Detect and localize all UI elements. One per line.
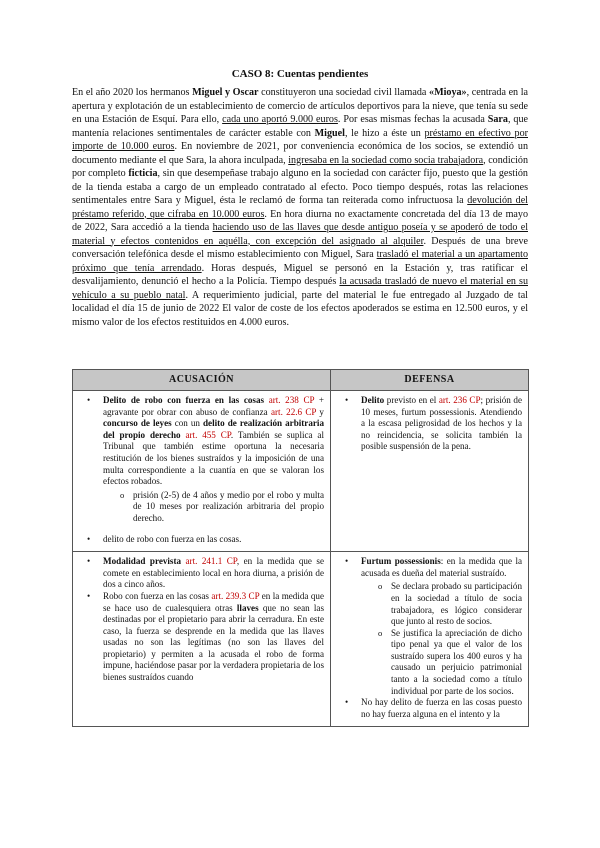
- intro-text: . En noviembre de 2021, por conveniencia económica de los socios, se extendió un documento mediante el que Sara, la ahora inculpada,: [72, 141, 528, 166]
- intro-text: . Por esas mismas fechas la acusada: [337, 114, 488, 125]
- intro-text: . En hora diurna no exactamente concretada del día 13 de mayo de 2022, Sara accedió a la tienda: [72, 208, 528, 233]
- bullet-list: [337, 556, 522, 720]
- defensa-cell: [331, 552, 529, 727]
- article-reference: art. 238 CP: [268, 395, 315, 405]
- article-reference: art. 236 CP: [438, 395, 481, 405]
- item-text: Robo con fuerza en las cosas: [103, 590, 212, 601]
- case-narrative: [72, 86, 528, 329]
- item-text: y: [316, 406, 324, 417]
- bullet-list: [337, 395, 522, 453]
- header-acusacion: ACUSACIÓN: [73, 370, 331, 391]
- sub-list-item: o Se declara probado su participación en la sociedad a título de socia trabajadora, es lógico considerar que junto al resto de socios.: [391, 581, 522, 627]
- intro-bold: ficticia: [128, 168, 158, 179]
- sub-list-item: o Se justifica la apreciación de dicho tipo penal ya que el valor de los sustraído supera los 400 euros y ha causado un perjuicio patrimonial tanto a la sociedad como a título individual por parte de los socios.: [391, 628, 522, 698]
- bold-text: Delito: [361, 395, 385, 405]
- intro-underlined: ingresaba en la sociedad como socia trabajadora: [288, 154, 484, 166]
- article-reference: art. 22.6 CP: [270, 406, 317, 417]
- intro-underlined: préstamo en efectivo por importe de 10.000 euros: [72, 127, 528, 152]
- intro-text: . A requerimiento judicial, parte del material le fue entregado al Juzgado de tal localidad el día 15 de junio de 2022 El valor de coste de los efectos apoderados se estima en 12.500 euros, y el mismo valor de los efectos restituidos en 4.000 euros.: [72, 289, 528, 328]
- intro-bold: Miguel: [314, 127, 345, 139]
- sub-list-item: o prisión (2-5) de 4 años y medio por el robo y multa de 10 meses por realización arbitraria del propio derecho.: [133, 490, 324, 525]
- list-item: • delito de robo con fuerza en las cosas.: [103, 534, 324, 546]
- item-text: . También se suplica al Tribunal que también estime oportuna la necesaria restitución de los bienes sustraídos y la imposición de una multa correspondiente a la cuantía en que se valoran los efectos robados.: [103, 429, 324, 487]
- item-text: previsto en el: [384, 395, 439, 405]
- defensa-cell: [331, 391, 529, 552]
- bold-text: llaves: [236, 602, 259, 613]
- intro-text: , le hizo a éste un: [344, 127, 425, 139]
- intro-bold: «Mioya»: [429, 87, 467, 98]
- bullet-list: [79, 534, 324, 546]
- intro-text: En el año 2020 los hermanos: [72, 87, 193, 98]
- table-row: [73, 552, 529, 727]
- spacer: [79, 525, 324, 534]
- bold-text: concurso de leyes: [103, 418, 172, 429]
- intro-text: constituyeron una sociedad civil llamada: [258, 87, 430, 98]
- bold-text: Furtum possessionis: [361, 556, 441, 567]
- intro-bold: Sara: [487, 114, 508, 125]
- article-reference: art. 455 CP: [185, 429, 231, 440]
- item-text: ; prisión de 10 meses, furtum possessionis. Atendiendo a la escasa peligrosidad de los hechos y la no reincidencia, se solicita también la posible suspensión de la pena.: [361, 395, 522, 452]
- acusacion-cell: [73, 552, 331, 727]
- bullet-list: [79, 395, 324, 525]
- intro-text: , centrada en la apertura y explotación de un establecimiento de comercio de artículos deportivos para la nieve, que tenía su sede en una Estación de Esquí. Para ello,: [72, 87, 529, 125]
- table-row: [73, 391, 529, 552]
- intro-underlined: devolución del préstamo referido, que cifraba en 10.000 euros: [72, 195, 528, 220]
- article-reference: art. 239.3 CP: [211, 590, 260, 601]
- bold-text: Modalidad prevista: [103, 556, 182, 567]
- arguments-table: [72, 369, 529, 727]
- intro-underlined: cada uno aportó 9.000 euros: [222, 114, 338, 125]
- item-text: en la medida que se hace uso de cualesquiera otras: [103, 590, 325, 613]
- list-item: • No hay delito de fuerza en las cosas puesto no hay fuerza alguna en el intento y la: [361, 697, 522, 720]
- intro-text: , que mantenía relaciones sentimentales de carácter estable con: [72, 114, 528, 139]
- intro-text: . Después de una breve conversación telefónica desde el mismo establecimiento con Miguel, Sara: [72, 235, 528, 260]
- intro-text: . Horas después, Miguel se personó en la Estación y, tras ratificar el desvalijamiento, denunció el hecho a la Policía. Tiempo después: [72, 262, 528, 287]
- case-title: CASO 8: Cuentas pendientes: [231, 68, 369, 80]
- header-defensa: DEFENSA: [331, 370, 529, 391]
- intro-text: , condición por completo: [72, 154, 528, 179]
- item-text: + agravante por obrar con abuso de confianza: [103, 395, 325, 417]
- intro-text: , sin que desempeñase trabajo alguno en la sociedad con carácter fijo, puesto que la gestión de la tienda estaba a cargo de un empleado contratado al efecto. Poco tiempo después, rotas las relaciones sentimentales entre Sara y Miguel, ésta le reclamó de forma tan reiterada como infructuosa la: [72, 168, 528, 206]
- sub-list: [103, 490, 324, 525]
- bullet-list: [79, 556, 324, 684]
- list-item: [103, 556, 324, 591]
- list-item: [103, 395, 324, 525]
- article-reference: art. 241.1 CP: [185, 556, 237, 567]
- item-text: que no sean las destinadas por el propietario para abrir la cerradura. En este caso, la fuerza se desprende en la medida que las llaves usadas no son las legítimas (no son las llaves del propietario) y permiten a la acusada el robo de forma impune, haciéndose pasar por la verdadera propietaria de los bienes sustraídos cuando: [103, 602, 324, 683]
- intro-underlined: la acusada trasladó de nuevo el material en su vehículo a su pueblo natal: [72, 276, 528, 301]
- item-text: : en la medida que la acusada es dueña del material sustraído.: [361, 556, 523, 578]
- intro-underlined: trasladó el material a un apartamento próximo que tenía arrendado: [72, 249, 528, 274]
- intro-bold: Miguel y Oscar: [192, 87, 259, 98]
- list-item: [361, 556, 522, 697]
- item-text: , en la medida que se comete en establecimiento local en hora diurna, a prisión de dos a cinco años.: [103, 556, 324, 590]
- bold-text: Delito de robo con fuerza en las cosas: [103, 395, 265, 405]
- list-item: [103, 591, 324, 684]
- item-text: con un: [171, 418, 203, 429]
- bold-text: delito de realización arbitraria del propio derecho: [103, 418, 325, 440]
- list-item: [361, 395, 522, 453]
- sub-list: [361, 581, 522, 697]
- acusacion-cell: [73, 391, 331, 552]
- table-header-row: [73, 370, 529, 391]
- intro-underlined: haciendo uso de las llaves que desde antiguo poseía y se apoderó de todo el material y efectos contenidos en aquélla, con excepción del asignado al alquiler: [72, 222, 528, 247]
